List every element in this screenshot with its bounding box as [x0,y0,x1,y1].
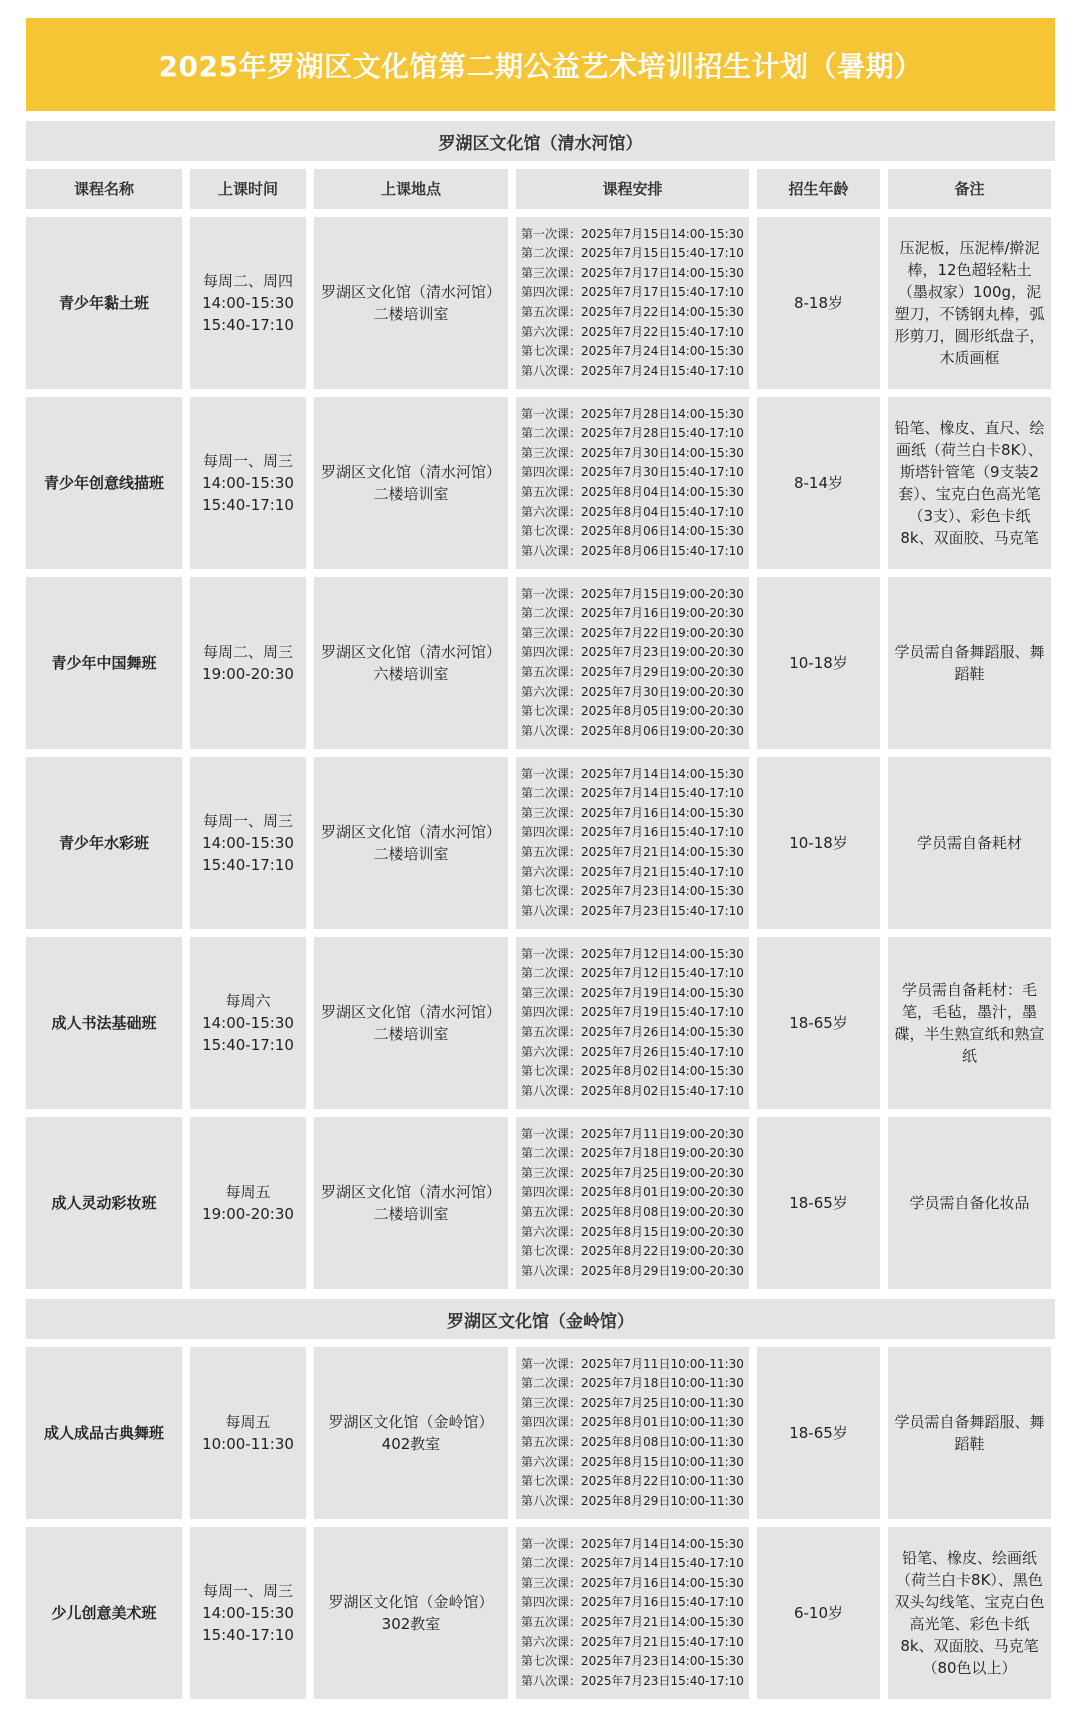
enrollment-age: 8-18岁 [757,217,880,389]
course-note: 学员需自备化妆品 [888,1117,1051,1289]
schedule-line: 第三次课：2025年7月30日14:00-15:30 [521,445,744,460]
schedule-line: 第五次课：2025年7月21日14:00-15:30 [521,845,744,859]
class-time: 每周一、周三 14:00-15:30 15:40-17:10 [190,1527,306,1699]
schedule-line: 第四次课：2025年8月01日19:00-20:30 [521,1185,744,1200]
course-note: 铅笔、橡皮、绘画纸（荷兰白卡8K）、黑色双头勾线笔、宝克白色高光笔、彩色卡纸8k、双面胶、马克笔（80色以上） [888,1527,1051,1699]
class-time: 每周一、周三 14:00-15:30 15:40-17:10 [190,397,306,569]
class-time: 每周六 14:00-15:30 15:40-17:10 [190,937,306,1109]
class-time: 每周五 10:00-11:30 [190,1347,306,1519]
schedule-line: 第七次课：2025年8月02日14:00-15:30 [521,1064,744,1079]
schedule-line: 第七次课：2025年7月23日14:00-15:30 [521,884,744,899]
schedule-line: 第五次课：2025年7月29日19:00-20:30 [521,665,744,679]
schedule-line: 第一次课：2025年7月15日14:00-15:30 [521,226,744,241]
course-name: 成人灵动彩妆班 [26,1117,182,1289]
schedule-line: 第三次课：2025年7月19日14:00-15:30 [521,985,744,1000]
schedule-line: 第五次课：2025年8月08日10:00-11:30 [521,1435,744,1449]
schedule-line: 第七次课：2025年8月22日10:00-11:30 [521,1474,744,1489]
class-location: 罗湖区文化馆（清水河馆） 二楼培训室 [314,937,508,1109]
schedule-line: 第一次课：2025年7月14日14:00-15:30 [521,766,744,781]
table-row [26,1527,1055,1699]
schedule-line: 第八次课：2025年8月06日15:40-17:10 [521,543,744,558]
schedule-line: 第四次课：2025年7月23日19:00-20:30 [521,645,744,660]
schedule-line: 第一次课：2025年7月11日10:00-11:30 [521,1356,744,1371]
schedule-line: 第二次课：2025年7月12日15:40-17:10 [521,966,744,981]
course-name: 成人成品古典舞班 [26,1347,182,1519]
schedule-line: 第三次课：2025年7月25日19:00-20:30 [521,1165,744,1180]
course-note: 学员需自备舞蹈服、舞蹈鞋 [888,577,1051,749]
venue-heading: 罗湖区文化馆（清水河馆） [26,121,1055,161]
course-schedule [516,217,749,389]
schedule-line: 第五次课：2025年8月04日14:00-15:30 [521,485,744,499]
class-location: 罗湖区文化馆（清水河馆） 二楼培训室 [314,757,508,929]
enrollment-age: 6-10岁 [757,1527,880,1699]
schedule-line: 第八次课：2025年8月02日15:40-17:10 [521,1083,744,1098]
schedule-line: 第四次课：2025年7月16日15:40-17:10 [521,825,744,840]
class-location: 罗湖区文化馆（金岭馆） 402教室 [314,1347,508,1519]
class-time: 每周二、周四 14:00-15:30 15:40-17:10 [190,217,306,389]
schedule-line: 第四次课：2025年7月17日15:40-17:10 [521,285,744,300]
course-schedule [516,1527,749,1699]
enrollment-age: 18-65岁 [757,1347,880,1519]
schedule-line: 第八次课：2025年8月29日19:00-20:30 [521,1263,744,1278]
header-location: 上课地点 [314,169,508,209]
schedule-line: 第一次课：2025年7月28日14:00-15:30 [521,406,744,421]
schedule-line: 第三次课：2025年7月25日10:00-11:30 [521,1395,744,1410]
table-row [26,1117,1055,1289]
schedule-line: 第八次课：2025年7月24日15:40-17:10 [521,363,744,378]
schedule-line: 第七次课：2025年8月22日19:00-20:30 [521,1244,744,1259]
table-row [26,937,1055,1109]
header-time: 上课时间 [190,169,306,209]
schedule-line: 第一次课：2025年7月11日19:00-20:30 [521,1126,744,1141]
schedule-line: 第一次课：2025年7月15日19:00-20:30 [521,586,744,601]
header-notes: 备注 [888,169,1051,209]
course-note: 学员需自备耗材：毛笔，毛毡，墨汁，墨碟，半生熟宣纸和熟宣纸 [888,937,1051,1109]
schedule-line: 第三次课：2025年7月17日14:00-15:30 [521,265,744,280]
schedule-line: 第六次课：2025年7月22日15:40-17:10 [521,324,744,339]
schedule-line: 第七次课：2025年7月24日14:00-15:30 [521,344,744,359]
schedule-table [26,121,1055,1699]
schedule-line: 第二次课：2025年7月18日10:00-11:30 [521,1376,744,1391]
enrollment-age: 10-18岁 [757,577,880,749]
course-note: 学员需自备耗材 [888,757,1051,929]
schedule-line: 第六次课：2025年8月15日19:00-20:30 [521,1224,744,1239]
course-note: 压泥板，压泥棒/擀泥棒，12色超轻粘土（墨叔家）100g，泥塑刀，不锈钢丸棒，弧形剪刀，圆形纸盘子，木质画框 [888,217,1051,389]
schedule-line: 第八次课：2025年7月23日15:40-17:10 [521,1673,744,1688]
table-row [26,397,1055,569]
schedule-line: 第一次课：2025年7月14日14:00-15:30 [521,1536,744,1551]
course-name: 青少年水彩班 [26,757,182,929]
schedule-line: 第七次课：2025年8月05日19:00-20:30 [521,704,744,719]
schedule-line: 第八次课：2025年8月29日10:00-11:30 [521,1493,744,1508]
schedule-line: 第三次课：2025年7月16日14:00-15:30 [521,805,744,820]
class-location: 罗湖区文化馆（清水河馆） 六楼培训室 [314,577,508,749]
schedule-line: 第五次课：2025年8月08日19:00-20:30 [521,1205,744,1219]
class-location: 罗湖区文化馆（清水河馆） 二楼培训室 [314,217,508,389]
schedule-line: 第五次课：2025年7月21日14:00-15:30 [521,1615,744,1629]
page [26,18,1055,1699]
schedule-line: 第五次课：2025年7月26日14:00-15:30 [521,1025,744,1039]
schedule-line: 第三次课：2025年7月16日14:00-15:30 [521,1575,744,1590]
enrollment-age: 10-18岁 [757,757,880,929]
schedule-line: 第三次课：2025年7月22日19:00-20:30 [521,625,744,640]
course-name: 青少年黏土班 [26,217,182,389]
table-row [26,217,1055,389]
schedule-line: 第四次课：2025年7月19日15:40-17:10 [521,1005,744,1020]
schedule-line: 第六次课：2025年7月26日15:40-17:10 [521,1044,744,1059]
header-schedule: 课程安排 [516,169,749,209]
header-course-name: 课程名称 [26,169,182,209]
schedule-line: 第一次课：2025年7月12日14:00-15:30 [521,946,744,961]
schedule-line: 第四次课：2025年7月30日15:40-17:10 [521,465,744,480]
schedule-line: 第二次课：2025年7月14日15:40-17:10 [521,786,744,801]
course-note: 铅笔、橡皮、直尺、绘画纸（荷兰白卡8K）、斯塔针管笔（9支装2套）、宝克白色高光笔（3支）、彩色卡纸8k、双面胶、马克笔 [888,397,1051,569]
schedule-line: 第七次课：2025年7月23日14:00-15:30 [521,1654,744,1669]
table-row [26,1347,1055,1519]
class-time: 每周一、周三 14:00-15:30 15:40-17:10 [190,757,306,929]
course-note: 学员需自备舞蹈服、舞蹈鞋 [888,1347,1051,1519]
schedule-line: 第四次课：2025年8月01日10:00-11:30 [521,1415,744,1430]
schedule-line: 第六次课：2025年8月15日10:00-11:30 [521,1454,744,1469]
course-schedule [516,397,749,569]
schedule-line: 第八次课：2025年7月23日15:40-17:10 [521,903,744,918]
schedule-line: 第六次课：2025年8月04日15:40-17:10 [521,504,744,519]
schedule-line: 第五次课：2025年7月22日14:00-15:30 [521,305,744,319]
schedule-line: 第二次课：2025年7月18日19:00-20:30 [521,1146,744,1161]
schedule-line: 第四次课：2025年7月16日15:40-17:10 [521,1595,744,1610]
schedule-line: 第六次课：2025年7月21日15:40-17:10 [521,864,744,879]
schedule-line: 第二次课：2025年7月16日19:00-20:30 [521,606,744,621]
schedule-line: 第六次课：2025年7月30日19:00-20:30 [521,684,744,699]
schedule-line: 第二次课：2025年7月28日15:40-17:10 [521,426,744,441]
class-location: 罗湖区文化馆（清水河馆） 二楼培训室 [314,397,508,569]
course-name: 少儿创意美术班 [26,1527,182,1699]
course-schedule [516,1117,749,1289]
course-name: 青少年中国舞班 [26,577,182,749]
class-location: 罗湖区文化馆（清水河馆） 二楼培训室 [314,1117,508,1289]
table-row [26,757,1055,929]
class-time: 每周五 19:00-20:30 [190,1117,306,1289]
course-schedule [516,757,749,929]
schedule-line: 第七次课：2025年8月06日14:00-15:30 [521,524,744,539]
venue-heading: 罗湖区文化馆（金岭馆） [26,1299,1055,1339]
course-name: 成人书法基础班 [26,937,182,1109]
table-row [26,577,1055,749]
page-title: 2025年罗湖区文化馆第二期公益艺术培训招生计划（暑期） [26,18,1055,111]
course-name: 青少年创意线描班 [26,397,182,569]
header-age: 招生年龄 [757,169,880,209]
course-schedule [516,937,749,1109]
course-schedule [516,577,749,749]
enrollment-age: 18-65岁 [757,1117,880,1289]
table-header-row [26,169,1055,209]
class-location: 罗湖区文化馆（金岭馆） 302教室 [314,1527,508,1699]
schedule-line: 第八次课：2025年8月06日19:00-20:30 [521,723,744,738]
enrollment-age: 18-65岁 [757,937,880,1109]
schedule-line: 第二次课：2025年7月14日15:40-17:10 [521,1556,744,1571]
schedule-line: 第二次课：2025年7月15日15:40-17:10 [521,246,744,261]
schedule-line: 第六次课：2025年7月21日15:40-17:10 [521,1634,744,1649]
enrollment-age: 8-14岁 [757,397,880,569]
class-time: 每周二、周三 19:00-20:30 [190,577,306,749]
course-schedule [516,1347,749,1519]
